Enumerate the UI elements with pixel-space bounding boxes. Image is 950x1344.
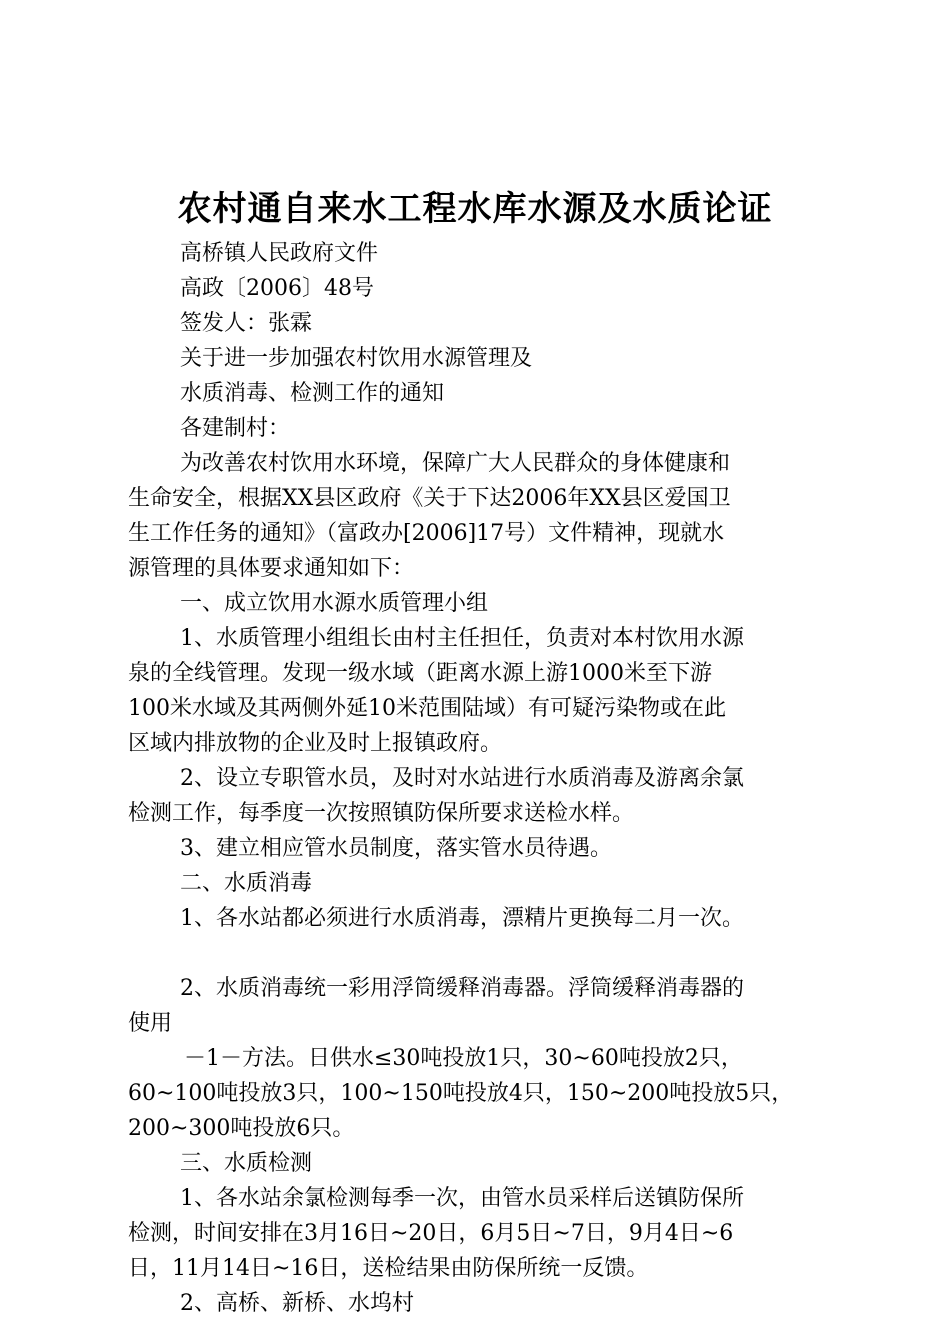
- paragraph-line: 2、水质消毒统一彩用浮筒缓释消毒器。浮筒缓释消毒器的: [180, 976, 744, 1001]
- subject-line: 水质消毒、检测工作的通知: [180, 381, 445, 406]
- paragraph-line: 检测，时间安排在3月16日~20日，6月5日~7日，9月4日~6: [128, 1221, 734, 1246]
- paragraph-line: 日，11月14日~16日，送检结果由防保所统一反馈。: [128, 1256, 649, 1281]
- paragraph-line: 1、各水站都必须进行水质消毒，漂精片更换每二月一次。: [180, 906, 744, 931]
- paragraph-line: 泉的全线管理。发现一级水域（距离水源上游1000米至下游: [128, 661, 712, 686]
- paragraph-line: 为改善农村饮用水环境，保障广大人民群众的身体健康和: [180, 451, 731, 476]
- paragraph-line: －1－方法。日供水≤30吨投放1只，30~60吨投放2只，: [184, 1046, 743, 1071]
- paragraph-line: 区域内排放物的企业及时上报镇政府。: [128, 731, 503, 756]
- paragraph-line: 1、各水站余氯检测每季一次，由管水员采样后送镇防保所: [180, 1186, 744, 1211]
- paragraph-line: 60~100吨投放3只，100~150吨投放4只，150~200吨投放5只，: [128, 1081, 794, 1106]
- issuer-line: 高桥镇人民政府文件: [180, 241, 379, 266]
- document-body: [128, 236, 830, 1321]
- paragraph-line: 生命安全，根据XX县区政府《关于下达2006年XX县区爱国卫: [128, 486, 731, 511]
- recipients-line: 各建制村：: [180, 416, 291, 441]
- paragraph-line: 3、建立相应管水员制度，落实管水员待遇。: [180, 836, 612, 861]
- blank-line: [128, 936, 830, 971]
- paragraph-line: 源管理的具体要求通知如下：: [128, 556, 415, 581]
- doc-number-line: 高政〔2006〕48号: [180, 276, 374, 301]
- section-heading: 三、水质检测: [180, 1151, 313, 1176]
- section-heading: 二、水质消毒: [180, 871, 313, 896]
- paragraph-line: 检测工作，每季度一次按照镇防保所要求送检水样。: [128, 801, 635, 826]
- paragraph-line: 200~300吨投放6只。: [128, 1116, 355, 1141]
- document-title: 农村通自来水工程水库水源及水质论证: [177, 189, 773, 229]
- signer-line: 签发人：张霖: [180, 311, 313, 336]
- paragraph-line: 使用: [128, 1011, 173, 1036]
- paragraph-line: 生工作任务的通知》（富政办[2006]17号）文件精神，现就水: [128, 521, 725, 546]
- paragraph-line: 2、高桥、新桥、水坞村: [180, 1291, 414, 1316]
- paragraph-line: 2、设立专职管水员，及时对水站进行水质消毒及游离余氯: [180, 766, 744, 791]
- subject-line: 关于进一步加强农村饮用水源管理及: [180, 346, 533, 371]
- paragraph-line: 1、水质管理小组组长由村主任担任，负责对本村饮用水源: [180, 626, 744, 651]
- paragraph-line: 100米水域及其两侧外延10米范围陆域）有可疑污染物或在此: [128, 696, 726, 721]
- section-heading: 一、成立饮用水源水质管理小组: [180, 591, 489, 616]
